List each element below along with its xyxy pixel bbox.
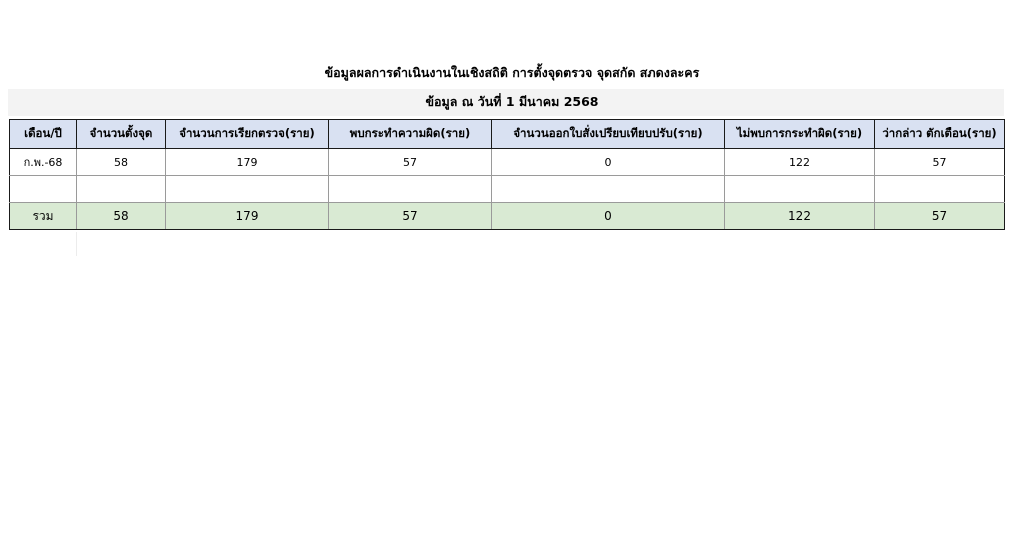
table-cell: 57 xyxy=(875,149,1005,176)
report-subtitle: ข้อมูล ณ วันที่ 1 มีนาคม 2568 xyxy=(425,94,599,109)
header-month-year: เดือน/ปี xyxy=(10,120,77,149)
table-cell xyxy=(10,176,77,203)
header-checkpoints: จำนวนตั้งจุด xyxy=(77,120,166,149)
total-row xyxy=(10,203,1005,230)
total-cell: 57 xyxy=(329,203,492,230)
table-row xyxy=(10,176,1005,203)
table-cell xyxy=(329,176,492,203)
header-inspections: จำนวนการเรียกตรวจ(ราย) xyxy=(166,120,329,149)
column-gridline xyxy=(76,232,77,256)
table-cell: 0 xyxy=(492,149,725,176)
total-cell: 58 xyxy=(77,203,166,230)
header-offenses-found: พบกระทำความผิด(ราย) xyxy=(329,120,492,149)
header-warnings: ว่ากล่าว ตักเตือน(ราย) xyxy=(875,120,1005,149)
total-cell: 57 xyxy=(875,203,1005,230)
table-cell: 179 xyxy=(166,149,329,176)
total-cell: 0 xyxy=(492,203,725,230)
statistics-table xyxy=(9,119,1005,230)
table-cell xyxy=(875,176,1005,203)
table-cell xyxy=(725,176,875,203)
table-cell: ก.พ.-68 xyxy=(10,149,77,176)
table-cell xyxy=(166,176,329,203)
table-header-row xyxy=(10,120,1005,149)
table-cell: 57 xyxy=(329,149,492,176)
header-no-offense: ไม่พบการกระทำผิด(ราย) xyxy=(725,120,875,149)
table-cell: 122 xyxy=(725,149,875,176)
table-cell xyxy=(492,176,725,203)
table-cell: 58 xyxy=(77,149,166,176)
report-title: ข้อมูลผลการดำเนินงานในเชิงสถิติ การตั้งจุดตรวจ จุดสกัด สภดงละคร xyxy=(324,65,700,80)
table-cell xyxy=(77,176,166,203)
total-cell: 179 xyxy=(166,203,329,230)
total-label: รวม xyxy=(10,203,77,230)
header-tickets-issued: จำนวนออกใบสั่งเปรียบเทียบปรับ(ราย) xyxy=(492,120,725,149)
table-row xyxy=(10,149,1005,176)
total-cell: 122 xyxy=(725,203,875,230)
